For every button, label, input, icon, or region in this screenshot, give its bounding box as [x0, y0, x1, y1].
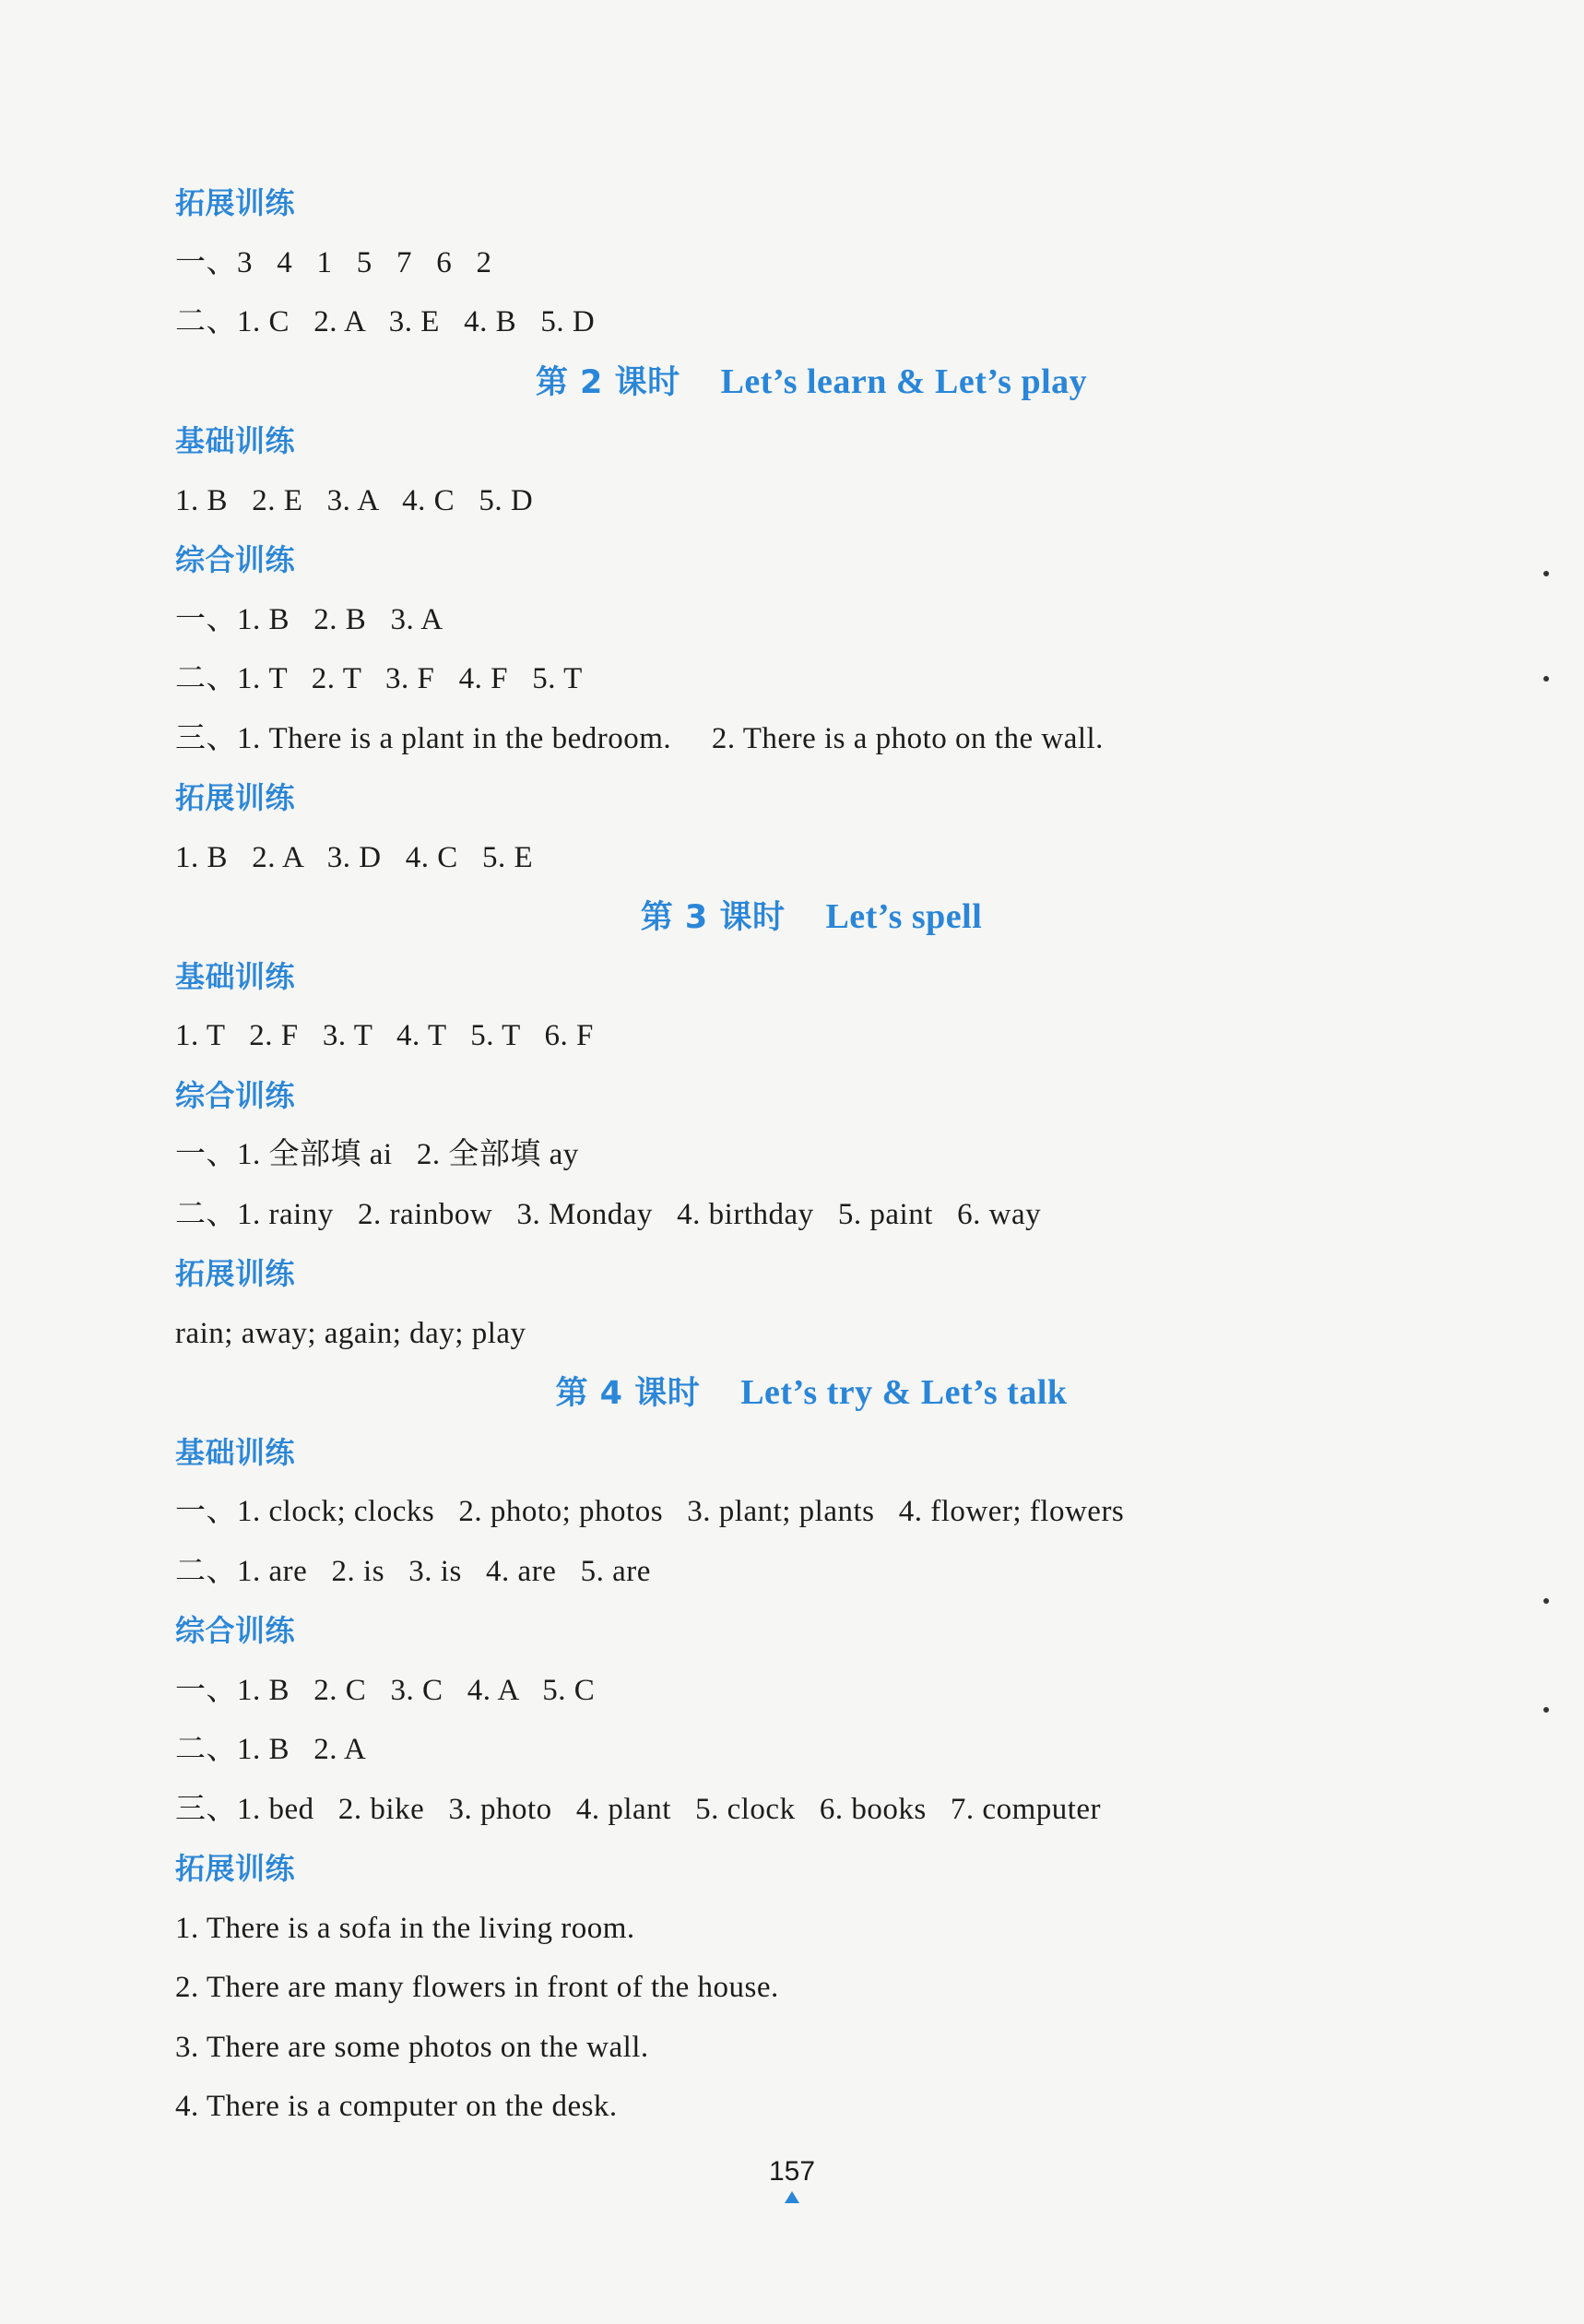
section-label: 综合训练	[175, 1077, 296, 1113]
section-label: 基础训练	[175, 1434, 296, 1470]
page-footer	[0, 2156, 1584, 2203]
answer-line: rain; away; again; day; play	[175, 1316, 526, 1350]
section-label: 拓展训练	[175, 185, 296, 220]
answer-line: 一、3 4 1 5 7 6 2	[175, 245, 492, 279]
answer-line: 一、1. 全部填 ai 2. 全部填 ay	[175, 1138, 579, 1171]
answer-line: 3. There are some photos on the wall.	[175, 2030, 649, 2064]
section-label: 综合训练	[175, 542, 296, 577]
lesson-title: Let’s learn & Let’s play	[720, 362, 1088, 401]
page-number: 157	[768, 2156, 816, 2187]
answer-line: 1. B 2. A 3. D 4. C 5. E	[175, 840, 534, 874]
margin-dot	[1543, 571, 1549, 576]
section-label: 拓展训练	[175, 1256, 296, 1291]
margin-dot	[1543, 1598, 1549, 1604]
margin-dot	[1543, 1707, 1549, 1713]
answer-line: 4. There is a computer on the desk.	[175, 2090, 618, 2123]
answer-line: 1. B 2. E 3. A 4. C 5. D	[175, 483, 534, 517]
lesson-number: 第 3 课时	[640, 899, 786, 936]
section-label: 基础训练	[175, 423, 296, 458]
answer-line: 三、1. There is a plant in the bedroom. 2. There is a photo on the wall.	[175, 721, 1104, 755]
answer-line: 二、1. C 2. A 3. E 4. B 5. D	[175, 305, 596, 338]
answer-content	[175, 173, 1392, 2137]
answer-line: 二、1. are 2. is 3. is 4. are 5. are	[175, 1554, 651, 1588]
section-label: 拓展训练	[175, 1851, 296, 1886]
answer-line: 一、1. B 2. C 3. C 4. A 5. C	[175, 1673, 596, 1707]
lesson-title: Let’s spell	[825, 897, 983, 936]
answer-line: 1. There is a sofa in the living room.	[175, 1911, 635, 1945]
answer-line: 1. T 2. F 3. T 4. T 5. T 6. F	[175, 1019, 594, 1052]
triangle-marker-icon	[785, 2191, 799, 2203]
lesson-heading	[175, 887, 1392, 947]
section-label: 拓展训练	[175, 780, 296, 815]
answer-line: 二、1. T 2. T 3. F 4. F 5. T	[175, 662, 583, 695]
lesson-number: 第 4 课时	[555, 1375, 701, 1412]
lesson-title: Let’s try & Let’s talk	[740, 1373, 1068, 1412]
lesson-heading	[175, 352, 1392, 412]
lesson-heading	[175, 1363, 1392, 1423]
answer-line: 三、1. bed 2. bike 3. photo 4. plant 5. clock 6. books 7. computer	[175, 1792, 1102, 1826]
answer-line: 一、1. clock; clocks 2. photo; photos 3. plant; plants 4. flower; flowers	[175, 1495, 1125, 1528]
section-label: 综合训练	[175, 1613, 296, 1648]
margin-dot	[1543, 676, 1549, 682]
answer-line: 二、1. B 2. A	[175, 1733, 367, 1766]
answer-line: 一、1. B 2. B 3. A	[175, 602, 443, 636]
answer-line: 二、1. rainy 2. rainbow 3. Monday 4. birthday 5. paint 6. way	[175, 1197, 1042, 1231]
answer-line: 2. There are many flowers in front of the house.	[175, 1971, 779, 2004]
lesson-number: 第 2 课时	[535, 363, 680, 401]
section-label: 基础训练	[175, 958, 296, 994]
